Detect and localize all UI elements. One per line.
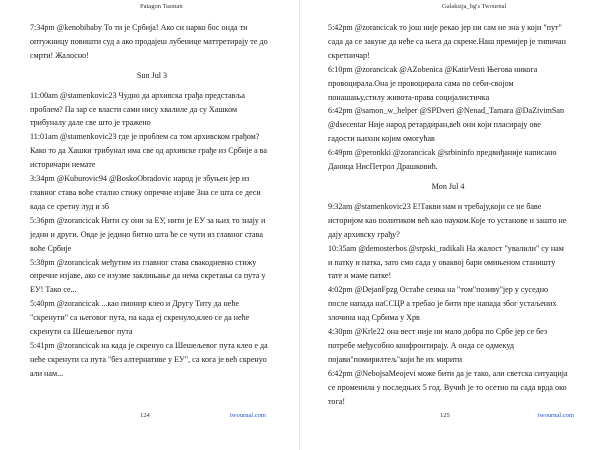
tweet-paragraph: 5:42pm @zorancicak то још није рекао јер ни сам не зна у који "пут" сада да се закуне да неће са њега да скрене.Наш премијер је типичан скретничар! [328,23,566,60]
tweet-paragraph: 5:38pm @zorancicak међутим из главног става свакодневно стижу опречне изјаве, ако се изузме заклињање да нема скретања са пута у ЕУ! Тако се... [30,257,266,295]
tweet-paragraph: 5:41pm @zorancicak на када је скренуо са Шешељевог пута клео е да неће скренути са пута "без алтернативе у ЕУ", са кога је већ скренуо али нам... [30,340,268,378]
right-page-body [328,21,568,408]
tweet-paragraph: 4:30pm @Krle22 она вест није ни мало добра по Србе јер се без потребе међусобно конфронтирају. А онда се одмекуд појави"помирилтељ"који ће их мирити [328,327,548,364]
date-heading: Mon Jul 4 [431,181,465,191]
tweet-paragraph: 10:35am @demosterbos @srpski_radikali На жалост "увалили" су нам и патку и патка, зато смо сада у оваквој бари омињеном станишту тате и маме патке! [328,243,564,281]
left-running-head: Patagon Tasman [140,3,183,10]
left-page-body [30,21,274,381]
tweet-paragraph: 6:49pm @peronkki @zorancicak @srbininfo предвиђаније написано Даница НисПетрол Драшковић. [328,148,557,172]
tweet-paragraph: 5:40pm @zorancicak ...као пионир клео и Другу Титу да неће "скренути" са његовог пута, па када ej скренуло,клео се да неће скренути са Шешељевог пута [30,299,250,337]
left-page-number: 124 [140,412,150,419]
tweet-paragraph: 11:01am @stamenkovic23 где је проблем са том архивском грађом? Како то да Хашки трибунал има све од архивске грађе из Србије а ва историчари немате [30,132,267,170]
tweet-paragraph: 7:34pm @kenobibaby То ти је Србија! Ако си нарко бос онда ти оптужницу повишти суд а ако продајеш лубенице маттретирају те до смрти! Жалосно! [30,23,268,60]
left-footer-link[interactable]: twournal.com [230,412,266,419]
tweet-paragraph: 11:00am @stamenkovic23 Чудно да архивска грађа представља проблем? Па зар се власти сами нису хвалиле да су Хашком трибуналу дале све што је тражено [30,90,245,128]
right-running-head: Galaksija_bg's Twournal [442,3,507,10]
date-heading: Sun Jul 3 [136,70,168,80]
tweet-paragraph: 5:36pm @zorancicak Нити су они за ЕУ, нити је ЕУ за њих то знају и једни и други. Овде је једино битно шта ће се чути из главног става воће Србије [30,215,266,253]
tweet-paragraph: 9:32am @stamenkovic23 Е!Такви нам и требају,који се не баве историјом као политиком већ као науком.Које то установе и зашто не дају архивску грађу? [328,201,567,239]
tweet-paragraph: 6:10pm @zorancicak @AZobenica @KatirVesti Његова никога провоцирала.Она је провоцирала сама по себи-својом понашању,стилу живота-права социјалистичка [328,64,538,102]
right-page [300,0,600,450]
tweet-paragraph: 4:02pm @DejanFpzg Остаће сенка на "том"позиву"јер у суседно после напада наССЦР а требао је бити пре напада због устаљених злочина над Србима у Хрв [328,285,557,323]
right-footer-link[interactable]: twournal.com [538,412,574,419]
right-page-number: 125 [440,412,450,419]
tweet-paragraph: 3:34pm @Kuburovic94 @BoskoObradovic народ је збуњен јер из главног става воће стално стижу опречне изјаве Зна се шта се деси када се сретну луд и зб [30,174,261,211]
tweet-paragraph: 6:42pm @samon_w_helper @SPDveri @Nenad_Tamara @DaZivimSan @dsecentar Није народ ретардиран,већ они који пласирају ове гадости њихни којим омогућав [328,106,565,144]
tweet-paragraph: 6:42pm @NebojsaMeojevi може бити да је тако, али светска ситуација се променила у последњих 5 год. Вучић је то осетио па сада врда око тога! [328,368,568,406]
